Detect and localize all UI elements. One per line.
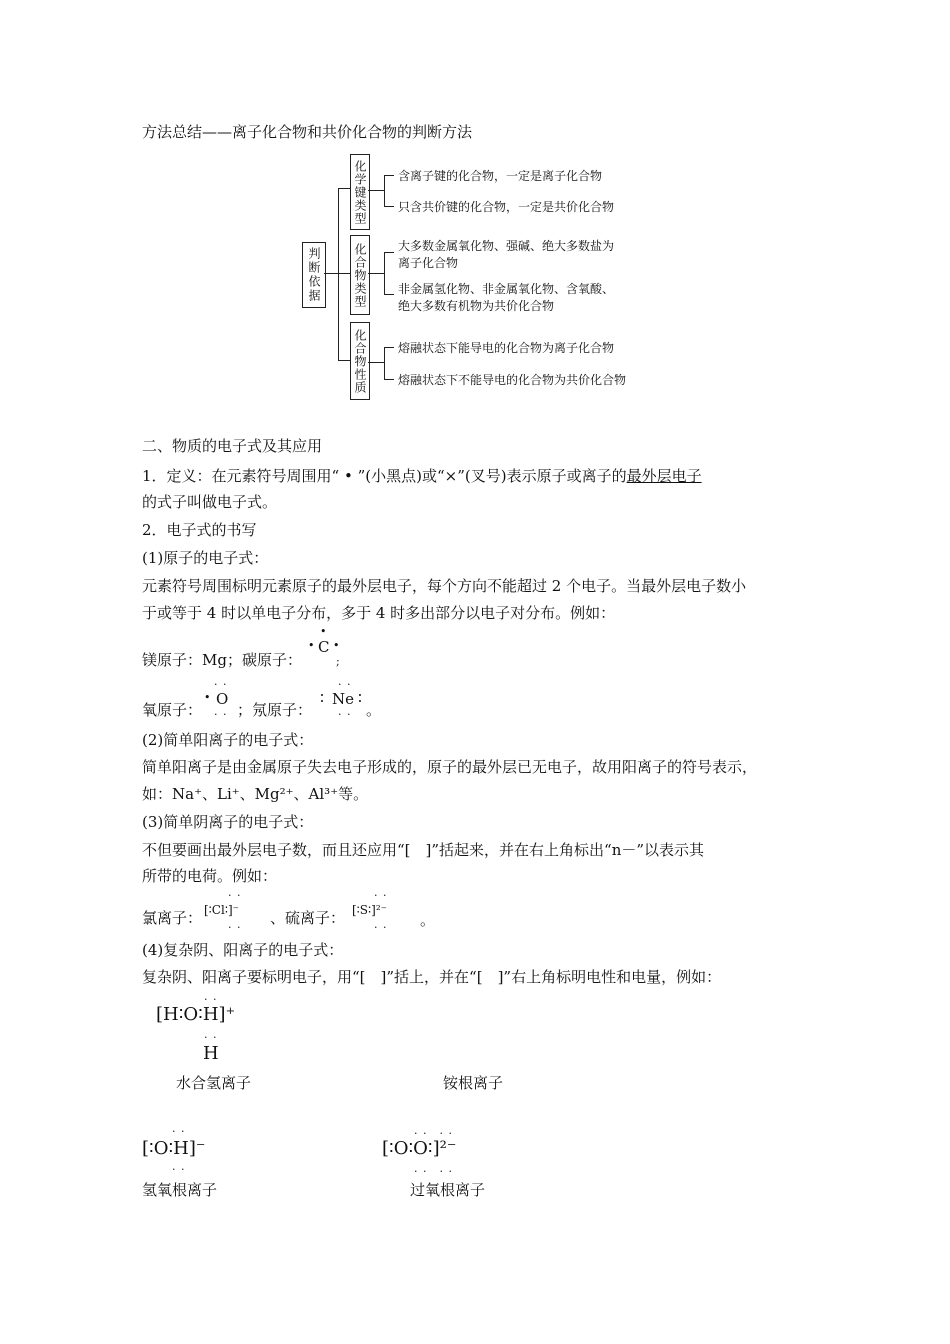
cation-desc-1: 简单阳离子是由金属原子失去电子形成的，原子的最外层已无电子，故用阳离子的符号表示， xyxy=(142,758,758,776)
group-label-compound-type: 化合物类型 xyxy=(353,242,367,308)
mg-carbon-line xyxy=(142,650,302,670)
atom-desc-2: 于或等于 4 时以单电子分布，多于 4 时多出部分以电子对分布。例如： xyxy=(142,604,616,622)
section-2-title: 二、物质的电子式及其应用 xyxy=(142,437,323,455)
ammonium-caption: 铵根离子 xyxy=(443,1074,504,1092)
cation-desc-2: 如：Na⁺、Li⁺、Mg²⁺、Al³⁺等。 xyxy=(142,785,369,803)
compound-type-item-2b: 绝大多数有机物为共价化合物 xyxy=(398,299,555,313)
dot-symbol: • xyxy=(339,467,358,485)
subsection-2-4: (4)复杂阴、阳离子的电子式： xyxy=(142,941,344,959)
group-box-compound-property xyxy=(350,322,370,400)
carbon-symbol: C xyxy=(318,638,330,656)
root-label: 判断依据 xyxy=(307,247,321,303)
subsection-2-1: (1)原子的电子式： xyxy=(142,549,269,567)
period-2: 。 xyxy=(420,911,436,929)
sulfide-formula: [∶S∶]²⁻ xyxy=(352,903,387,917)
chloride-formula: [∶Cl∶]⁻ xyxy=(204,903,239,917)
definition-middle: ”(小黑点)或“×”(叉号)表示原子或离子的 xyxy=(357,467,627,485)
group-box-compound-type xyxy=(350,235,370,315)
property-item-1: 熔融状态下能导电的化合物为离子化合物 xyxy=(398,341,615,355)
atom-desc-1: 元素符号周围标明元素原子的最外层电子，每个方向不能超过 2 个电子。当最外层电子数小 xyxy=(142,577,747,595)
hydronium-bottom-h: H xyxy=(203,1043,219,1064)
hydronium-caption: 水合氢离子 xyxy=(176,1074,252,1092)
complex-desc: 复杂阴、阳离子要标明电子，用“[ ]”括上，并在“[ ]”右上角标明电性和电量，例如： xyxy=(142,968,722,986)
group-label-bond-type: 化学键类型 xyxy=(353,159,367,225)
definition-line-2: 的式子叫做电子式。 xyxy=(142,493,278,511)
neon-symbol: Ne xyxy=(332,690,355,708)
peroxide-caption: 过氧根离子 xyxy=(410,1181,486,1199)
mg-label: 镁原子： xyxy=(142,651,203,669)
bond-type-item-2: 只含共价键的化合物，一定是共价化合物 xyxy=(398,200,615,214)
carbon-lewis: • • C • ; xyxy=(308,625,341,668)
group-label-compound-property: 化合物性质 xyxy=(353,328,367,394)
oxygen-label: 氧原子： xyxy=(142,701,203,719)
carbon-label: ；碳原子： xyxy=(226,651,302,669)
subsection-2-2: (2)简单阳离子的电子式： xyxy=(142,731,314,749)
compound-type-item-1a: 大多数金属氧化物、强碱、绝大多数盐为 xyxy=(398,239,615,253)
sulfide-label: 、硫离子： xyxy=(270,909,346,927)
hydroxide-formula: [∶O∶H]⁻ xyxy=(142,1138,206,1159)
oxygen-lewis: . . • O . . xyxy=(204,675,229,718)
root-box xyxy=(302,242,326,308)
definition-underlined: 最外层电子 xyxy=(626,467,702,485)
anion-desc-2: 所带的电荷。例如： xyxy=(142,867,278,885)
neon-label: ；氖原子： xyxy=(237,701,313,719)
neon-lewis: . . ∶ Ne ∶ . . xyxy=(320,675,362,718)
mg-formula: Mg xyxy=(202,651,227,669)
section-heading: 方法总结——离子化合物和共价化合物的判断方法 xyxy=(142,123,473,141)
property-item-2: 熔融状态下不能导电的化合物为共价化合物 xyxy=(398,373,627,387)
hydronium-formula: [H∶O∶H]⁺ xyxy=(156,1004,236,1025)
definition-prefix: 1．定义：在元素符号周围用“ xyxy=(142,467,340,485)
peroxide-formula: [∶O∶O∶]²⁻ xyxy=(382,1138,457,1159)
bond-type-item-1: 含离子键的化合物，一定是离子化合物 xyxy=(398,169,603,183)
oxygen-symbol: O xyxy=(216,690,229,708)
period: 。 xyxy=(366,701,382,719)
definition-line-1 xyxy=(142,466,702,486)
compound-type-item-2a: 非金属氢化物、非金属氧化物、含氧酸、 xyxy=(398,282,615,296)
subsection-2: 2．电子式的书写 xyxy=(142,521,257,539)
subsection-2-3: (3)简单阴离子的电子式： xyxy=(142,813,314,831)
hydroxide-caption: 氢氧根离子 xyxy=(142,1181,218,1199)
anion-desc-1: 不但要画出最外层电子数，而且还应用“[ ]”括起来，并在右上角标出“n－”以表示其 xyxy=(142,841,705,859)
chloride-label: 氯离子： xyxy=(142,909,203,927)
group-box-bond-type xyxy=(350,154,370,230)
compound-type-item-1b: 离子化合物 xyxy=(398,256,459,270)
